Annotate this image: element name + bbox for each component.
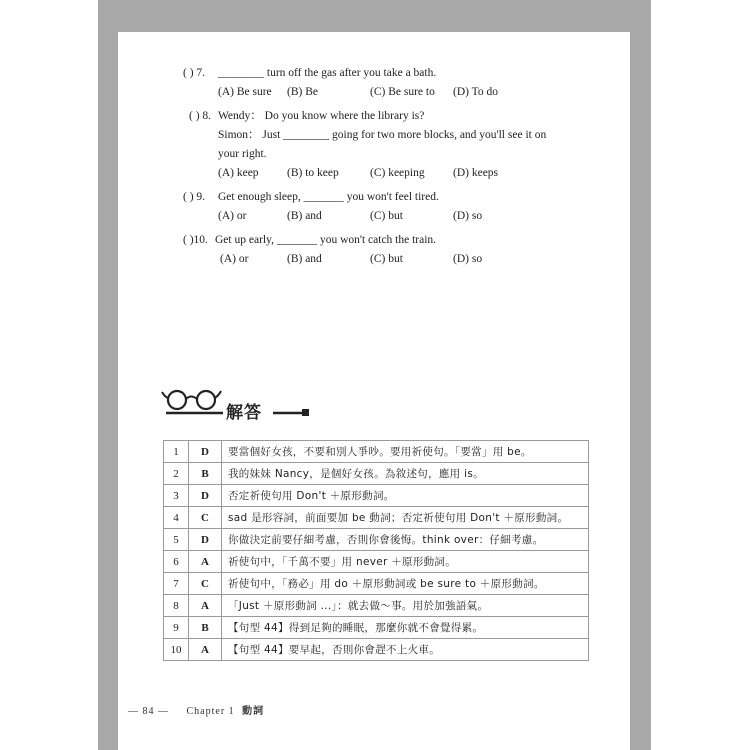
answer-explanation: 我的妹妹 Nancy，是個好女孩。為敘述句，應用 is。 [222,463,589,485]
answer-explanation: 否定祈使句用 Don't ＋原形動詞。 [222,485,589,507]
option-d: (D) To do [453,86,498,98]
question-10 [183,231,583,269]
option-b: (B) and [287,210,322,222]
answers-heading [160,388,320,428]
table-row [164,617,589,639]
question-9 [183,188,583,226]
page-number: — 84 — [128,706,169,717]
answer-number: 5 [164,529,189,551]
answer-table [163,440,589,661]
table-row [164,551,589,573]
option-c: (C) keeping [370,167,425,179]
option-d: (D) so [453,210,483,222]
answer-key: D [189,485,222,507]
answer-number: 9 [164,617,189,639]
chapter-label: Chapter 1 [186,706,235,717]
chapter-title: 動詞 [242,706,265,717]
answer-explanation: 祈使句中，「千萬不要」用 never ＋原形動詞。 [222,551,589,573]
option-a: (A) or [220,253,249,265]
answer-explanation: sad 是形容詞，前面要加 be 動詞；否定祈使句用 Don't ＋原形動詞。 [222,507,589,529]
question-stem: Get up early, _______ you won't catch the train. [215,234,437,246]
answer-key: C [189,507,222,529]
question-stem: ________ turn off the gas after you take a bath. [218,67,437,79]
answer-key: A [189,595,222,617]
question-number: ( ) 7. [183,67,206,79]
answer-key: B [189,463,222,485]
table-row [164,507,589,529]
answer-explanation: 你做決定前要仔細考慮，否則你會後悔。think over：仔細考慮。 [222,529,589,551]
question-line-2: Simon： Just ________ going for two more blocks, and you'll see it on [218,129,547,141]
table-row [164,485,589,507]
option-b: (B) Be [287,86,318,98]
answer-key: C [189,573,222,595]
question-number: ( )10. [183,234,208,246]
answer-explanation: 「Just ＋原形動詞 ...」：就去做～事。用於加強語氣。 [222,595,589,617]
table-row [164,441,589,463]
answer-explanation: 【句型 44】得到足夠的睡眠，那麼你就不會覺得累。 [222,617,589,639]
answer-number: 2 [164,463,189,485]
option-d: (D) so [453,253,483,265]
option-a: (A) or [218,210,247,222]
answer-number: 4 [164,507,189,529]
question-7 [183,64,583,102]
option-b: (B) to keep [287,167,339,179]
answer-key: B [189,617,222,639]
option-a: (A) keep [218,167,259,179]
answer-number: 3 [164,485,189,507]
answer-number: 1 [164,441,189,463]
question-stem: Wendy： Do you know where the library is? [218,110,425,122]
table-row [164,463,589,485]
answer-key: D [189,529,222,551]
page-footer [128,702,264,717]
option-c: (C) Be sure to [370,86,435,98]
answer-key: A [189,639,222,661]
question-8 [189,107,589,183]
answers-title: 解答 [226,403,262,423]
table-row [164,529,589,551]
question-number: ( ) 9. [183,191,206,203]
question-stem: Get enough sleep, _______ you won't feel tired. [218,191,439,203]
option-b: (B) and [287,253,322,265]
option-c: (C) but [370,210,403,222]
option-a: (A) Be sure [218,86,272,98]
answer-key: D [189,441,222,463]
answer-explanation: 祈使句中，「務必」用 do ＋原形動詞或 be sure to ＋原形動詞。 [222,573,589,595]
table-row [164,639,589,661]
answer-number: 10 [164,639,189,661]
answer-key: A [189,551,222,573]
option-c: (C) but [370,253,403,265]
table-row [164,573,589,595]
answer-number: 7 [164,573,189,595]
question-line-3: your right. [218,148,267,160]
answer-number: 6 [164,551,189,573]
answer-explanation: 【句型 44】要早起，否則你會趕不上火車。 [222,639,589,661]
question-number: ( ) 8. [189,110,212,122]
table-row [164,595,589,617]
option-d: (D) keeps [453,167,499,179]
answer-explanation: 要當個好女孩，不要和別人爭吵。要用祈使句。「要當」用 be。 [222,441,589,463]
answer-number: 8 [164,595,189,617]
